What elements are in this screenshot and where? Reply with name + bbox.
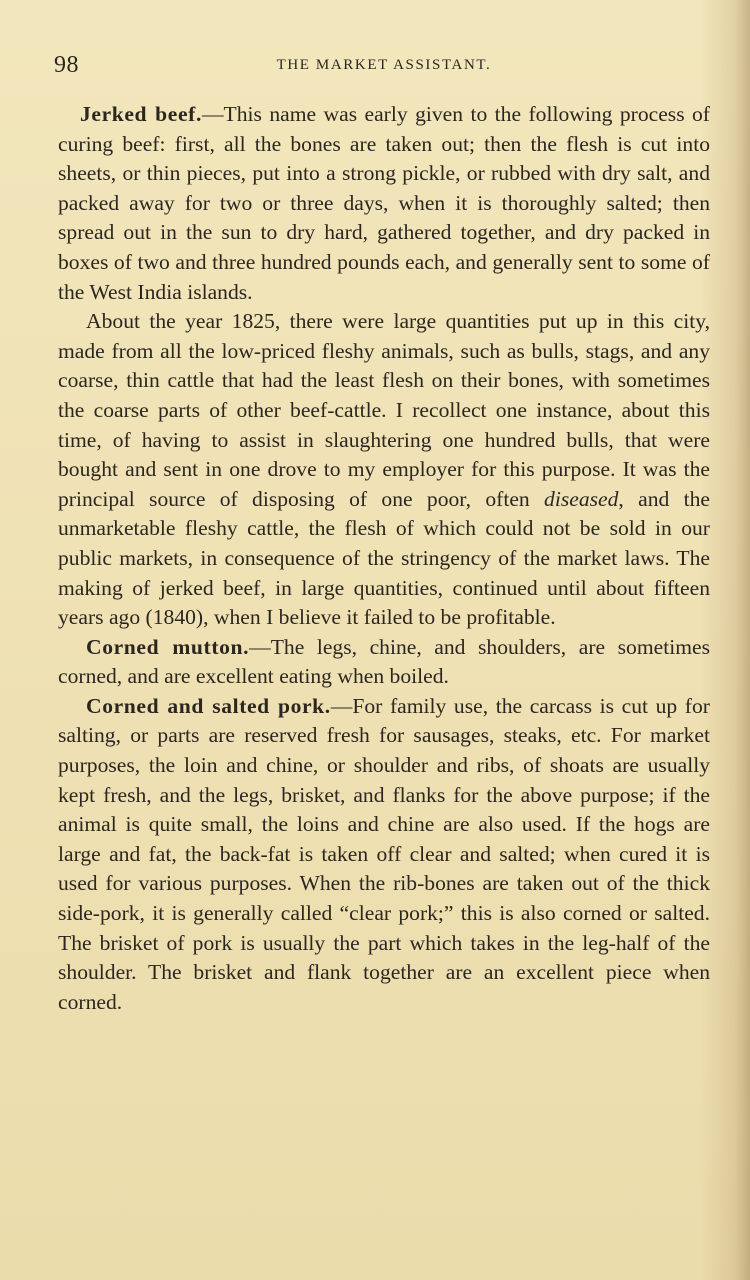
body-text [58,100,710,1017]
paragraph-text-continued: , and the unmarketable fleshy cattle, the flesh of which could not be sold in our public markets, in consequence of the stringency of the market laws. The making of jerked beef, in large quantities, continued until about fifteen years ago (1840), when I believe it failed to be profitable. [58,486,710,630]
page-header [54,52,714,86]
page-number: 98 [54,52,79,78]
paragraph-text: —This name was early given to the following process of curing beef: first, all the bones are taken out; then the flesh is cut into sheets, or thin pieces, put into a strong pickle, or rubbed with dry salt, and packed away for two or three days, when it is thoroughly salted; then spread out in the sun to dry hard, gathered together, and dry packed in boxes of two and three hundred pounds each, and generally sent to some of the West India islands. [58,102,710,304]
paragraph-text: —For family use, the carcass is cut up for salting, or parts are reserved fresh for sausages, steaks, etc. For market purposes, the loin and chine, or shoulder and ribs, of shoats are usually kept fresh, and the legs, brisket, and flanks for the above purpose; if the animal is quite small, the loins and chine are also used. If the hogs are large and fat, the back-fat is taken off clear and salted; when cured it is used for various purposes. When the rib-bones are taken out of the thick side-pork, it is generally called “clear pork;” this is also corned or salted. The brisket of pork is usually the part which takes in the leg-half of the shoulder. The brisket and flank together are an excellent piece when corned. [58,693,710,1014]
running-title: THE MARKET ASSISTANT. [276,57,492,73]
section-heading-corned-mutton: Corned mutton. [86,634,250,659]
paragraph-corned-pork [58,692,710,1018]
paragraph-corned-mutton [58,633,710,692]
emphasized-word: diseased [544,486,619,511]
paragraph-history [58,307,710,633]
paragraph-text: —The legs, chine, and shoulders, are sometimes corned, and are excellent eating when boiled. [58,634,711,689]
paragraph-jerked-beef [58,100,710,307]
section-heading-jerked-beef: Jerked beef. [80,102,202,126]
paragraph-text: About the year 1825, there were large quantities put up in this city, made from all the low-priced fleshy animals, such as bulls, stags, and any coarse, thin cattle that had the least flesh on their bones, with sometimes the coarse parts of other beef-cattle. I recollect one instance, about this time, of having to assist in slaughtering one hundred bulls, that were bought and sent in one drove to my employer for this purpose. It was the principal source of disposing of one poor, often [58,309,710,511]
section-heading-corned-pork: Corned and salted pork. [86,693,331,718]
